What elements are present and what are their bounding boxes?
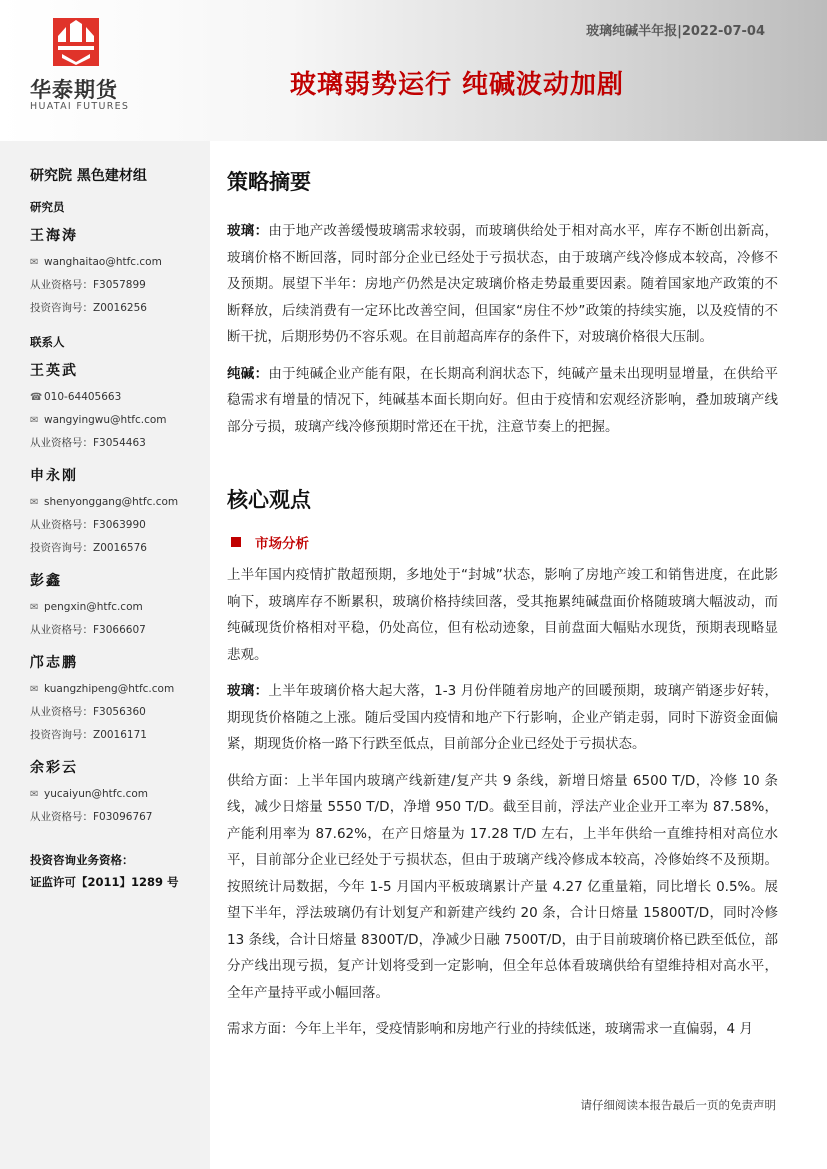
envelope-icon: ✉ [30,602,39,613]
soda-label: 纯碱： [227,365,269,382]
consult-line: 投资咨询号：Z0016171 [30,729,147,741]
phone-line [30,386,205,409]
demand-paragraph: 需求方面：今年上半年，受疫情影响和房地产行业的持续低迷，玻璃需求一直偏弱，4 月 [227,1021,753,1037]
department-label: 研究院 黑色建材组 [30,168,147,184]
brand-name-en: HUATAI FUTURES [30,101,130,112]
license-text: 证监许可【2011】1289 号 [30,875,179,889]
envelope-icon: ✉ [30,497,39,508]
person-name: 申永刚 [30,468,78,484]
qualification-line: 从业资格号：F03096767 [30,811,153,823]
square-bullet-icon [231,537,241,547]
strategy-soda-text: 由于纯碱企业产能有限，在长期高利润状态下，纯碱产量未出现明显增量，在供给平稳需求有增量的情况下，纯碱基本面长期向好。但由于疫情和宏观经济影响，叠加玻璃产线部分亏损，玻璃产线冷修预期时常还在干扰，注意节奏上的把握。 [227,365,779,435]
license-block [30,849,205,893]
qualification-line: 从业资格号：F3056360 [30,706,146,718]
strategy-soda-paragraph [227,361,778,441]
market-paragraph: 上半年国内疫情扩散超预期，多地处于“封城”状态，影响了房地产竣工和销售进度，在此影响下，玻璃库存不断累积，玻璃价格持续回落，受其拖累纯碱盘面价格随玻璃大幅波动，而纯碱现货价格相对平稳，仍处高位，但有松动迹象，目前盘面大幅贴水现货，预期表现略显悲观。 [227,567,778,663]
phone-icon: ☎ [30,392,43,403]
person-name: 余彩云 [30,760,78,776]
brand-name-cn: 华泰期货 [30,78,118,102]
email-line[interactable] [30,251,205,274]
market-glass-text: 上半年玻璃价格大起大落，1-3 月份伴随着房地产的回暖预期，玻璃产销逐步好转，期现货价格随之上涨。随后受国内疫情和地产下行影响，企业产销走弱，同时下游资金面偏紧，期现货价格一路下行跌至低点，目前部分企业已经处于亏损状态。 [227,683,778,752]
email-line[interactable] [30,491,205,514]
email-line[interactable] [30,678,205,701]
person-name: 王英武 [30,363,78,379]
supply-paragraph: 供给方面：上半年国内玻璃产线新建/复产共 9 条线，新增日熔量 6500 T/D，冷修 10 条线，减少日熔量 5550 T/D，净增 950 T/D。截至目前，浮法产业企业开工率为 87.58%，产能利用率为 87.62%，在产日熔量为 17.28 T/D 左右，上半年供给一直维持相对高位水平，目前部分企业已经处于亏损状态，但由于玻璃产线冷修成本较高，冷修始终不及预期。按照统计局数据，今年 1-5 月国内平板玻璃累计产量 4.27 亿重量箱，同比增长 0.5%。展望下半年，浮法玻璃仍有计划复产和新建产线约 20 条，合计日熔量 15800T/D，同时冷修 13 条线，合计日熔量 8300T/D，净减少日融 7500T/D，由于目前玻璃价格已跌至低位，部分产线出现亏损，复产计划将受到一定影响，但全年总体看玻璃供给有望维持相对高水平，全年产量持平或小幅回落。 [227,772,778,1001]
huatai-logo-icon [53,18,99,66]
email-text[interactable]: yucaiyun@htfc.com [44,788,149,800]
report-header [0,0,827,141]
market-subheading [227,532,778,552]
main-content [227,150,778,1043]
email-text[interactable]: wanghaitao@htfc.com [44,256,162,268]
brand-logo [30,18,140,118]
qualification-line: 从业资格号：F3066607 [30,624,146,636]
market-subheading-text: 市场分析 [255,536,309,552]
person-name: 王海涛 [30,228,78,244]
consult-line: 投资咨询号：Z0016576 [30,542,147,554]
envelope-icon: ✉ [30,789,39,800]
envelope-icon: ✉ [30,415,39,426]
glass-label: 玻璃： [227,683,269,699]
strategy-glass-text: 由于地产改善缓慢玻璃需求较弱，而玻璃供给处于相对高水平，库存不断创出新高，玻璃价格不断回落，同时部分企业已经处于亏损状态，由于玻璃产线冷修成本较高，冷修不及预期。展望下半年：房地产仍然是决定玻璃价格走势最重要因素。随着国家地产政策的不断释放，后续消费有一定环比改善空间，但国家“房住不炒”政策的持续实施，以及疫情的不断干扰，后期形势仍不容乐观。在目前超高库存的条件下，对玻璃价格很大压制。 [227,223,779,345]
strategy-heading: 策略摘要 [227,170,311,194]
strategy-glass-paragraph [227,218,778,351]
consult-line: 投资咨询号：Z0016256 [30,302,147,314]
envelope-icon: ✉ [30,684,39,695]
report-title: 玻璃弱势运行 纯碱波动加剧 [290,70,625,100]
email-line[interactable] [30,409,205,432]
qualification-line: 从业资格号：F3054463 [30,437,146,449]
researcher-label: 研究员 [30,200,65,214]
license-label: 投资咨询业务资格： [30,853,134,867]
email-text[interactable]: shenyonggang@htfc.com [44,496,179,508]
core-heading: 核心观点 [227,488,311,512]
qualification-line: 从业资格号：F3057899 [30,279,146,291]
envelope-icon: ✉ [30,257,39,268]
email-line[interactable] [30,596,205,619]
person-name: 彭鑫 [30,573,62,589]
market-glass-paragraph [227,678,778,758]
author-sidebar [0,141,210,1169]
report-tag: 玻璃纯碱半年报|2022-07-04 [586,24,765,39]
disclaimer-note: 请仔细阅读本报告最后一页的免责声明 [580,1098,776,1112]
contact-label: 联系人 [30,335,65,349]
email-line[interactable] [30,783,205,806]
glass-label: 玻璃： [227,223,269,239]
qualification-line: 从业资格号：F3063990 [30,519,146,531]
phone-text: 010-64405663 [44,391,122,403]
email-text[interactable]: kuangzhipeng@htfc.com [44,683,175,695]
email-text[interactable]: pengxin@htfc.com [44,601,143,613]
email-text[interactable]: wangyingwu@htfc.com [44,414,167,426]
person-name: 邝志鹏 [30,655,78,671]
